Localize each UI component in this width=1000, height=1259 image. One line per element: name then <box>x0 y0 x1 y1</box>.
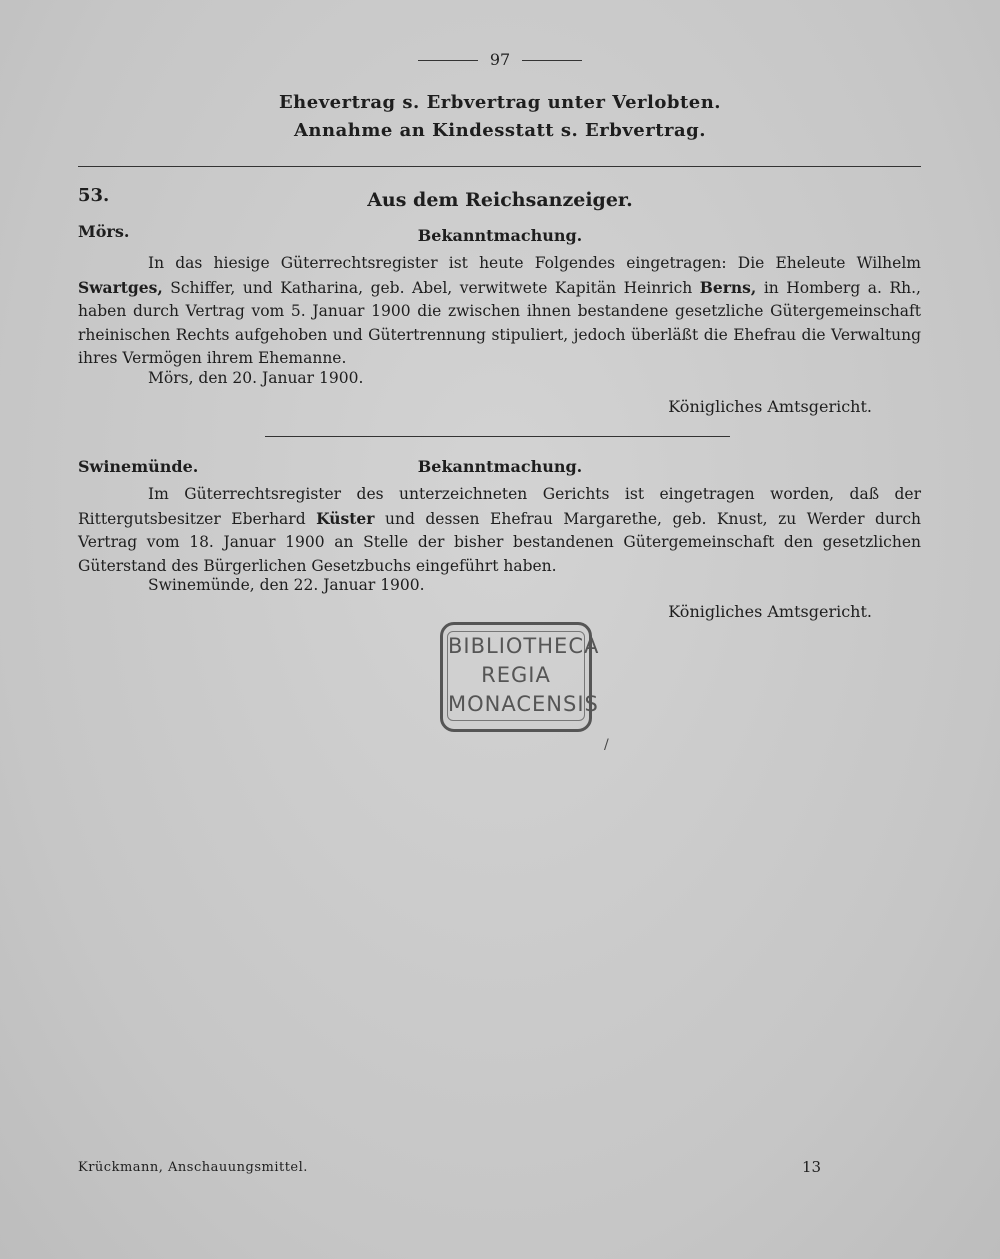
court-signature-moers: Königliches Amtsgericht. <box>668 397 872 416</box>
page-number <box>0 50 1000 69</box>
notice-text-moers <box>78 252 921 371</box>
page-number-text: 97 <box>489 50 511 69</box>
notice-name-berns: Berns, <box>699 277 757 297</box>
footer-sheet-number: 13 <box>802 1158 822 1176</box>
page-number-dash-left <box>418 60 478 61</box>
date-line-swinemuende: Swinemünde, den 22. Januar 1900. <box>148 576 425 594</box>
notice-place-moers: Mörs. <box>78 222 130 241</box>
notice-place-swinemuende: Swinemünde. <box>78 457 199 476</box>
court-signature-swinemuende: Königliches Amtsgericht. <box>668 602 872 621</box>
notice-text-part3: in Homberg a. Rh., haben durch Vertrag vom 5. Januar 1900 die zwischen ihnen bestandene gesetzliche Gütergemeinschaft rheinischen Rechts aufgehoben und Gütertrennung stipuliert, jedoch überläßt die Ehefrau die Verwaltung ihres Vermögen ihrem Ehemanne. <box>78 278 921 367</box>
notice-text-swinemuende <box>78 483 921 578</box>
notice-name-swartges: Swartges, <box>78 277 163 297</box>
stamp-line-1: BIBLIOTHECA <box>448 634 600 658</box>
library-stamp-inner-border <box>447 631 600 721</box>
notice-text-part1: Im Güterrechtsregister des unterzeichneten Gerichts ist eingetragen worden, daß der Rittergutsbesitzer Eberhard <box>78 485 921 528</box>
pencil-mark: / <box>604 737 609 753</box>
notice-text-part2: Schiffer, und Katharina, geb. Abel, verwitwete Kapitän Heinrich <box>162 278 700 297</box>
middle-divider <box>265 436 730 437</box>
notice-title-moers: Bekanntmachung. <box>417 226 583 245</box>
footer-source: Krückmann, Anschauungsmittel. <box>78 1160 308 1175</box>
notice-text-part2: und dessen Ehefrau Margarethe, geb. Knust, zu Werder durch Vertrag vom 18. Januar 1900 an Stelle der bisher bestandenen Gütergemeinschaft den gesetzlichen Güterstand des Bürgerlichen Gesetzbuchs eingeführt haben. <box>78 509 921 575</box>
heading-line-1: Ehevertrag s. Erbvertrag unter Verlobten. <box>278 92 722 113</box>
notice-text-part1: In das hiesige Güterrechtsregister ist heute Folgendes eingetragen: Die Eheleute Wilhelm <box>148 254 921 272</box>
heading-line-2: Annahme an Kindesstatt s. Erbvertrag. <box>293 120 707 141</box>
page-number-dash-right <box>522 60 582 61</box>
entry-number: 53. <box>78 185 110 206</box>
section-title: Aus dem Reichsanzeiger. <box>367 189 633 211</box>
date-line-moers: Mörs, den 20. Januar 1900. <box>148 369 364 387</box>
stamp-line-2: REGIA <box>481 663 551 687</box>
notice-title-swinemuende: Bekanntmachung. <box>417 457 583 476</box>
notice-name-kuester: Küster <box>316 508 375 528</box>
top-divider <box>78 166 921 167</box>
stamp-line-3: MONACENSIS <box>448 692 599 716</box>
library-stamp <box>440 622 600 732</box>
